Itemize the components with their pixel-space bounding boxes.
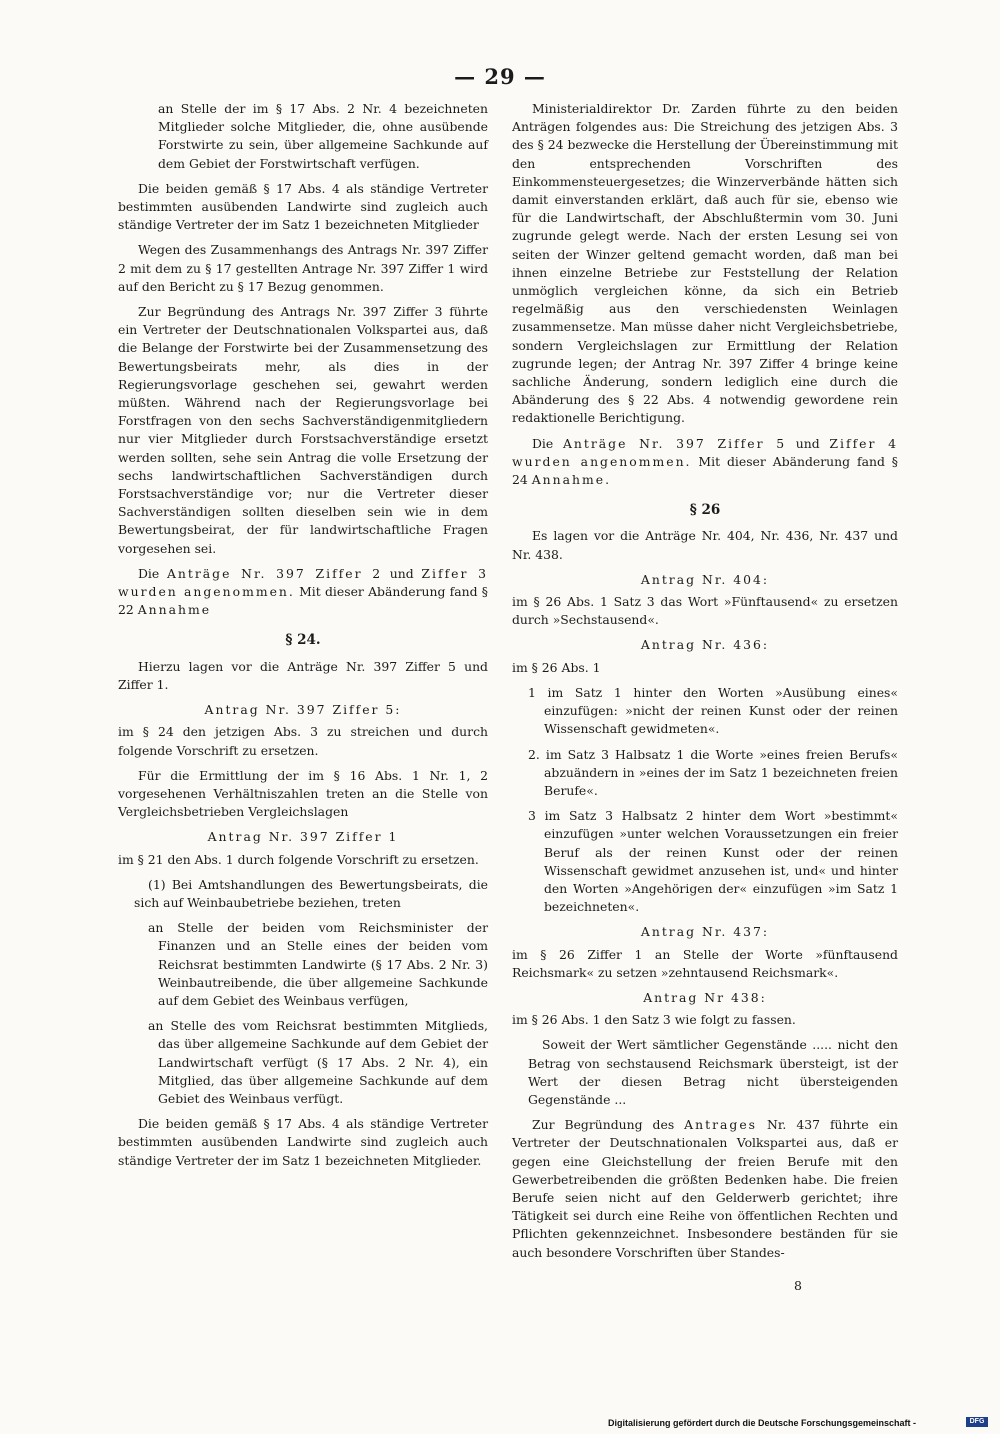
text-run: und — [382, 565, 422, 581]
text-run: Antrages — [684, 1117, 758, 1133]
text-run: Zur Begründung des — [532, 1117, 685, 1133]
signature-mark: 8 — [794, 1278, 802, 1293]
motion-label: Antrag Nr. 404: — [640, 571, 770, 587]
paragraph: Es lagen vor die Anträge Nr. 404, Nr. 436, Nr. 437 und Nr. 438. — [512, 528, 898, 562]
section-heading: § 26 — [689, 502, 721, 519]
section-heading: § 24. — [285, 632, 321, 649]
motion-label: Antrag Nr. 436: — [640, 637, 770, 653]
paragraph — [512, 435, 898, 490]
page-number: — 29 — — [454, 64, 546, 89]
text-run: Ziffer 4 wurden angenommen. — [512, 435, 898, 469]
list-item: 1 im Satz 1 hinter den Worten »Ausübung eines« einzufügen: »nicht der reinen Kunst oder der reinen Wissenschaft gewidmeten«. — [528, 684, 898, 737]
text-run: Anträge Nr. 397 Ziffer 5 — [562, 435, 787, 451]
paragraph: Wegen des Zusammenhangs des Antrags Nr. 397 Ziffer 2 mit dem zu § 17 gestellten Antrage Nr. 397 Ziffer 1 wird auf den Bericht zu § 17 Bezug genommen. — [118, 242, 488, 294]
text-run: Die — [532, 435, 563, 451]
paragraph — [512, 1116, 898, 1262]
paragraph: Die beiden gemäß § 17 Abs. 4 als ständige Vertreter bestimmten ausübenden Landwirte sind zugleich auch ständige Vertreter der im Satz 1 bezeichneten Mitglieder. — [118, 1116, 488, 1168]
paragraph: Die beiden gemäß § 17 Abs. 4 als ständige Vertreter bestimmten ausübenden Landwirte sind zugleich auch ständige Vertreter der im Satz 1 bezeichneten Mitglieder — [118, 180, 488, 233]
paragraph: im § 26 Abs. 1 den Satz 3 wie folgt zu fassen. — [512, 1012, 796, 1028]
paragraph: Soweit der Wert sämtlicher Gegenstände ..... nicht den Betrag von sechstausend Reichsmark übersteigt, ist der Wert der diesen Betrag nicht übersteigenden Gegenstände ... — [528, 1037, 898, 1107]
motion-label: Antrag Nr. 397 Ziffer 5: — [204, 702, 402, 718]
paragraph: an Stelle der beiden vom Reichsminister der Finanzen und an Stelle eines der beiden vom Reichsrat bestimmten Landwirte (§ 17 Abs. 2 Nr. 3) Weinbautreibende, die über allgemeine Sachkunde auf dem Gebiet des Weinbaus verfügen, — [148, 920, 488, 1008]
paragraph: im § 26 Ziffer 1 an Stelle der Worte »fünftausend Reichsmark« zu setzen »zehntausend Reichsmark«. — [512, 946, 898, 980]
text-run: Annahme — [137, 602, 212, 618]
paragraph — [118, 565, 488, 620]
paragraph: an Stelle des vom Reichsrat bestimmten Mitglieds, das über allgemeine Sachkunde auf dem Gebiet der Landwirtschaft verfügt (§ 17 Abs. 2 Nr. 4), ein Mitglied, das über allgemeine Sachkunde auf dem Gebiet des Weinbaus verfügt. — [148, 1018, 488, 1106]
right-column — [512, 100, 898, 1269]
text-run: Mit dieser Abänderung fand § 22 — [118, 584, 489, 618]
text-run: Annahme. — [531, 472, 612, 488]
paragraph: Hierzu lagen vor die Anträge Nr. 397 Ziffer 5 und Ziffer 1. — [118, 658, 488, 692]
paragraph: Für die Ermittlung der im § 16 Abs. 1 Nr. 1, 2 vorgesehenen Verhältniszahlen treten an die Stelle von Vergleichsbetrieben Vergleichslagen — [118, 767, 488, 820]
list-item: 2. im Satz 3 Halbsatz 1 die Worte »eines freien Berufs« abzuändern in »eines der im Satz 1 bezeichneten freien Berufe«. — [528, 746, 898, 798]
left-column — [118, 100, 488, 1177]
motion-label: Antrag Nr. 397 Ziffer 1 — [207, 829, 399, 845]
motion-label: Antrag Nr. 437: — [640, 924, 770, 940]
paragraph: an Stelle der im § 17 Abs. 2 Nr. 4 bezeichneten Mitglieder solche Mitglieder, die, ohne ausübende Forstwirte zu sein, über allgemeine Sachkunde auf dem Gebiet der Forstwirtschaft verfügen. — [158, 101, 488, 171]
dfg-logo: DFG — [966, 1417, 988, 1427]
paragraph: (1) Bei Amtshandlungen des Bewertungsbeirats, die sich auf Weinbaubetriebe beziehen, treten — [134, 876, 488, 910]
paragraph: im § 26 Abs. 1 — [512, 659, 601, 675]
digitization-credit: Digitalisierung gefördert durch die Deutsche Forschungsgemeinschaft - — [608, 1418, 917, 1428]
text-run: Mit dieser Abänderung fand § 24 — [512, 453, 898, 488]
paragraph: im § 21 den Abs. 1 durch folgende Vorschrift zu ersetzen. — [118, 851, 479, 867]
list-item: 3 im Satz 3 Halbsatz 2 hinter dem Wort »bestimmt« einzufügen »unter welchen Voraussetzungen ein freier Beruf als der reinen Kunst oder der reinen Wissenschaft gewidmet anzusehen ist, und« und hinter den Worten »Angehörigen der« einzufügen »im Satz 1 bezeichneten«. — [528, 808, 898, 915]
paragraph: im § 24 den jetzigen Abs. 3 zu streichen und durch folgende Vorschrift zu ersetzen. — [118, 724, 488, 758]
text-run: und — [786, 435, 830, 451]
text-run: Ziffer 3 wurden angenommen. — [118, 565, 488, 600]
text-run: Anträge Nr. 397 Ziffer 2 — [166, 565, 383, 581]
text-run: Die — [138, 565, 167, 581]
motion-label: Antrag Nr 438: — [643, 989, 767, 1005]
paragraph: Zur Begründung des Antrags Nr. 397 Ziffer 3 führte ein Vertreter der Deutschnationalen Volkspartei aus, daß die Belange der Forstwirte bei der Zusammensetzung des Bewertungsbeirats mehr, als dies in der Regierungsvorlage geschehen sei, gewahrt werden müßten. Während nach der Regierungsvorlage bei Forstfragen von den sechs Sachverständigenmitgliedern nur vier Mitglieder durch Forstsachverständige ersetzt werden sollten, sehe sein Antrag die volle Ersetzung der sechs landwirtschaftlichen Sachverständigen durch Forstsachverständige vor; nur die Vertreter dieser Sachverständigen sollten dieselben sein wie in dem Bewertungsbeirat, der für landwirtschaftliche Fragen vorgesehen sei. — [118, 304, 488, 556]
paragraph: Ministerialdirektor Dr. Zarden führte zu den beiden Anträgen folgendes aus: Die Streichung des jetzigen Abs. 3 des § 24 bezwecke die Herstellung der Übereinstimmung mit den entsprechenden Vorschriften des Einkommensteuergesetzes; die Winzerverbände hätten sich damit einverstanden erklärt, daß auch für sie, ebenso wie für die Landwirtschaft, der Abschlußtermin vom 30. Juni zugrunde gelegt werde. Nach der ersten Lesung sei von seiten der Winzer geltend gemacht worden, daß man bei ihnen einzelne Betriebe zur Feststellung der Relation unmöglich vergleichen könne, da sich ein Betrieb regelmäßig aus den verschiedensten Weinlagen zusammensetze. Man müsse daher nicht Vergleichsbetriebe, sondern Vergleichslagen zur Ermittlung der Relation zugrunde legen; der Antrag Nr. 397 Ziffer 4 bringe keine sachliche Änderung, sondern lediglich eine durch die Abänderung des § 22 Abs. 4 notwendig gewordene rein redaktionelle Berichtigung. — [512, 101, 898, 426]
paragraph: im § 26 Abs. 1 Satz 3 das Wort »Fünftausend« zu ersetzen durch »Sechstausend«. — [512, 594, 898, 628]
text-run: Nr. 437 führte ein Vertreter der Deutschnationalen Volkspartei aus, daß er gegen eine Gleichstellung der freien Berufe mit den Gewerbetreibenden die größten Bedenken habe. Die freien Berufe seien nicht auf den Gelderwerb gerichtet; ihre Tätigkeit sei durch eine Reihe von öffentlichen Rechten und Pflichten gekennzeichnet. Insbesondere beständen für sie auch besondere Vorschriften über Standes- — [512, 1117, 898, 1260]
